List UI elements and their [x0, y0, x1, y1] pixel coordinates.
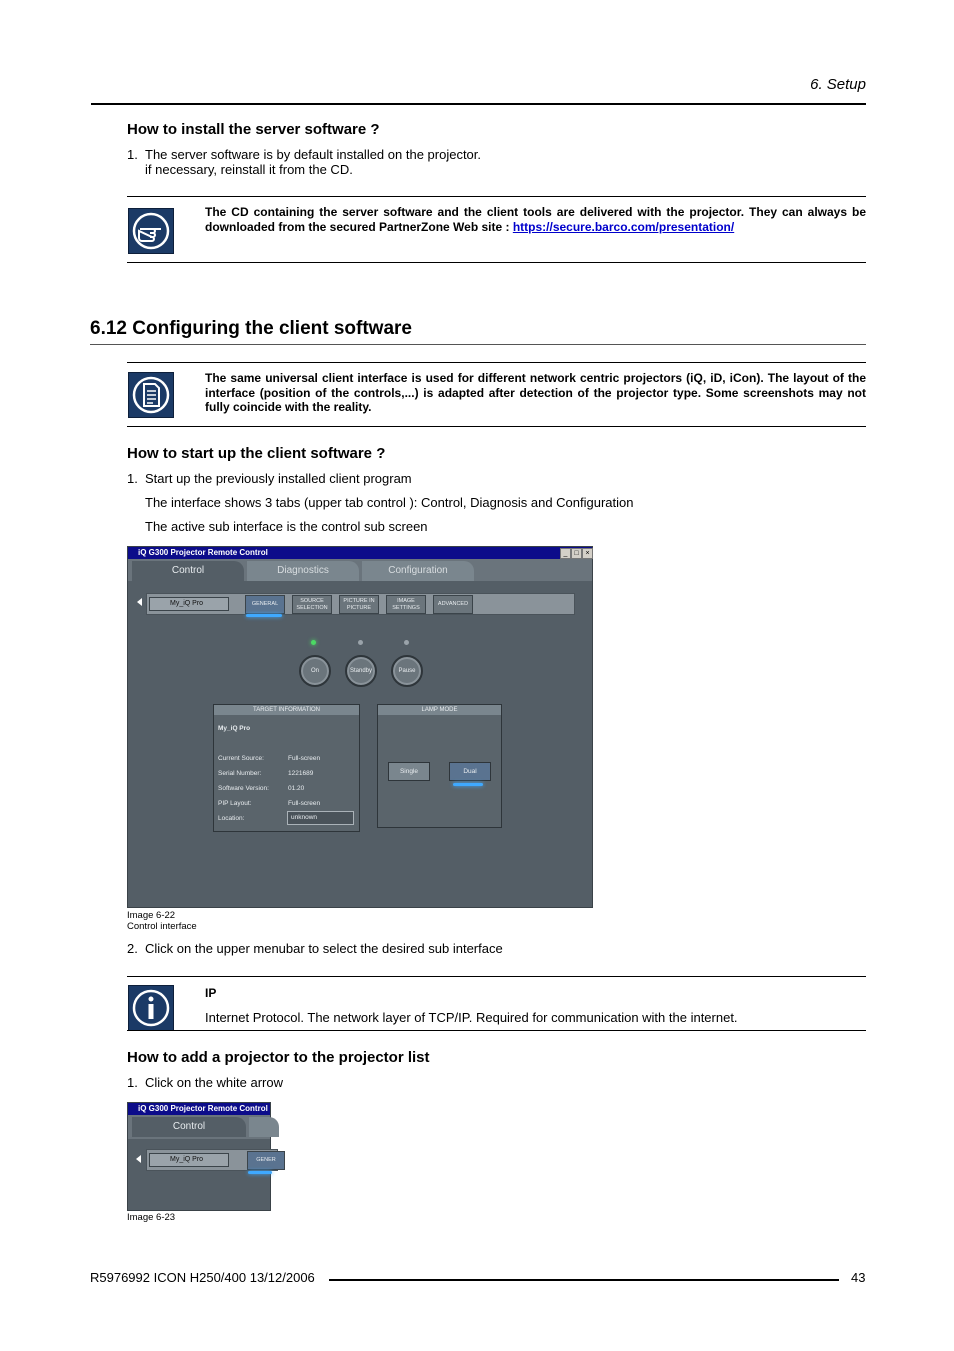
add-projector-screenshot: [127, 1102, 276, 1211]
on-button[interactable]: On: [299, 655, 331, 687]
cd-note-text: The CD containing the server software and the client tools are delivered with the projector. They can always be downloaded from the secured PartnerZone Web site :: [205, 205, 866, 234]
target-name: My_iQ Pro: [218, 725, 251, 732]
note2-rule-bottom: [127, 426, 866, 427]
label-current-source: Current Source:: [218, 755, 264, 762]
small-add-projector-arrow-icon[interactable]: [136, 1155, 141, 1163]
lamp-single-button[interactable]: Single: [388, 762, 430, 781]
startup-step2-number: 2.: [127, 941, 138, 956]
startup-step1-number: 1.: [127, 471, 138, 486]
install-step-line2: if necessary, reinstall it from the CD.: [145, 162, 353, 177]
page-number: 43: [851, 1270, 866, 1285]
document-icon: [128, 372, 174, 418]
location-input[interactable]: unknown: [287, 811, 354, 825]
startup-step1: Start up the previously installed client program: [145, 471, 412, 486]
add-step1-number: 1.: [127, 1075, 138, 1090]
ip-note-rule-top: [127, 976, 866, 977]
close-button[interactable]: ×: [582, 548, 593, 559]
add-projector-arrow-icon[interactable]: [137, 598, 142, 606]
projector-toolbar: [146, 593, 575, 615]
info-icon: [128, 985, 174, 1031]
minimize-button[interactable]: _: [560, 548, 571, 559]
footer-document-info: R5976992 ICON H250/400 13/12/2006: [90, 1270, 315, 1285]
label-location: Location:: [218, 815, 245, 822]
value-current-source: Full-screen: [288, 755, 321, 762]
value-pip-layout: Full-screen: [288, 800, 321, 807]
footer-rule: [329, 1279, 839, 1281]
section-title: 6.12 Configuring the client software: [90, 318, 412, 339]
subtab-general[interactable]: GENERAL: [245, 595, 285, 614]
note-rule-bottom: [127, 262, 866, 263]
ip-note-rule-bottom: [127, 1030, 866, 1031]
value-serial-number: 1221689: [288, 770, 314, 777]
tab-diagnostics[interactable]: Diagnostics: [247, 561, 359, 581]
image-caption-text: Control interface: [127, 921, 197, 932]
standby-led: [358, 640, 363, 645]
projector-name-field[interactable]: My_iQ Pro: [149, 597, 229, 611]
partnerzone-link[interactable]: https://secure.barco.com/presentation/: [512, 219, 735, 234]
add-step1: Click on the white arrow: [145, 1075, 283, 1090]
small-projector-toolbar: [146, 1149, 278, 1171]
subtab-image-settings[interactable]: IMAGE SETTINGS: [386, 595, 426, 614]
window-titlebar: iQ G300 Projector Remote Control: [128, 547, 592, 559]
label-serial-number: Serial Number:: [218, 770, 262, 777]
ip-note-title: IP: [205, 986, 217, 1000]
tab-configuration[interactable]: Configuration: [362, 561, 474, 581]
pointing-hand-icon: [128, 208, 174, 254]
target-information-panel: [213, 704, 360, 832]
target-information-title: TARGET INFORMATION: [214, 705, 359, 715]
install-heading: How to install the server software ?: [127, 121, 380, 138]
pause-button[interactable]: Pause: [391, 655, 423, 687]
tab-strip: [128, 559, 592, 581]
client-interface-note: The same universal client interface is used for different network centric projectors (iQ, iD, iCon). The layout of the interface (position of the controls,...) is adapted after detection of the projector type. Some screenshots may not fully coincide with the reality.: [205, 371, 866, 414]
lamp-dual-glow: [453, 783, 483, 786]
control-interface-screenshot: [127, 546, 593, 908]
startup-para2: The active sub interface is the control sub screen: [145, 519, 428, 534]
add-heading: How to add a projector to the projector list: [127, 1049, 430, 1066]
value-software-version: 01.20: [288, 785, 305, 792]
image-6-23-caption: Image 6-23: [127, 1212, 176, 1223]
startup-step2: Click on the upper menubar to select the desired sub interface: [145, 941, 503, 956]
section-rule: [90, 344, 866, 345]
note-rule-top: [127, 196, 866, 197]
lamp-mode-title: LAMP MODE: [378, 705, 501, 715]
small-projector-name-field[interactable]: My_iQ Pro: [149, 1153, 229, 1167]
active-subtab-glow: [246, 614, 282, 617]
cd-note: [205, 205, 866, 234]
lamp-mode-panel: [377, 704, 502, 828]
startup-para1: The interface shows 3 tabs (upper tab control ): Control, Diagnosis and Configuration: [145, 495, 634, 510]
note2-rule-top: [127, 362, 866, 363]
pause-led: [404, 640, 409, 645]
running-header: 6. Setup: [810, 76, 866, 93]
install-step-number: 1.: [127, 147, 138, 162]
subtab-advanced[interactable]: ADVANCED: [433, 595, 473, 614]
startup-heading: How to start up the client software ?: [127, 445, 386, 462]
tab-control[interactable]: Control: [132, 561, 244, 581]
label-software-version: Software Version:: [218, 785, 269, 792]
small-window-titlebar: iQ G300 Projector Remote Control: [128, 1103, 270, 1115]
lamp-dual-button[interactable]: Dual: [449, 762, 491, 781]
subtab-picture-in-picture[interactable]: PICTURE IN PICTURE: [339, 595, 379, 614]
install-step-line1: The server software is by default installed on the projector.: [145, 147, 482, 162]
small-active-subtab-glow: [248, 1171, 272, 1174]
label-pip-layout: PIP Layout:: [218, 800, 252, 807]
image-caption-number: Image 6-22: [127, 910, 176, 921]
standby-button[interactable]: Standby: [345, 655, 377, 687]
small-tab-strip: [128, 1115, 270, 1139]
subtab-source-selection[interactable]: SOURCE SELECTION: [292, 595, 332, 614]
small-subtab-general[interactable]: GENER: [247, 1151, 285, 1170]
small-tab-control[interactable]: Control: [132, 1117, 246, 1137]
on-led: [311, 640, 316, 645]
small-tab-diagnostics[interactable]: [249, 1117, 279, 1137]
ip-note-text: Internet Protocol. The network layer of TCP/IP. Required for communication with the internet.: [205, 1010, 738, 1025]
maximize-button[interactable]: □: [571, 548, 582, 559]
header-rule: [91, 103, 866, 105]
